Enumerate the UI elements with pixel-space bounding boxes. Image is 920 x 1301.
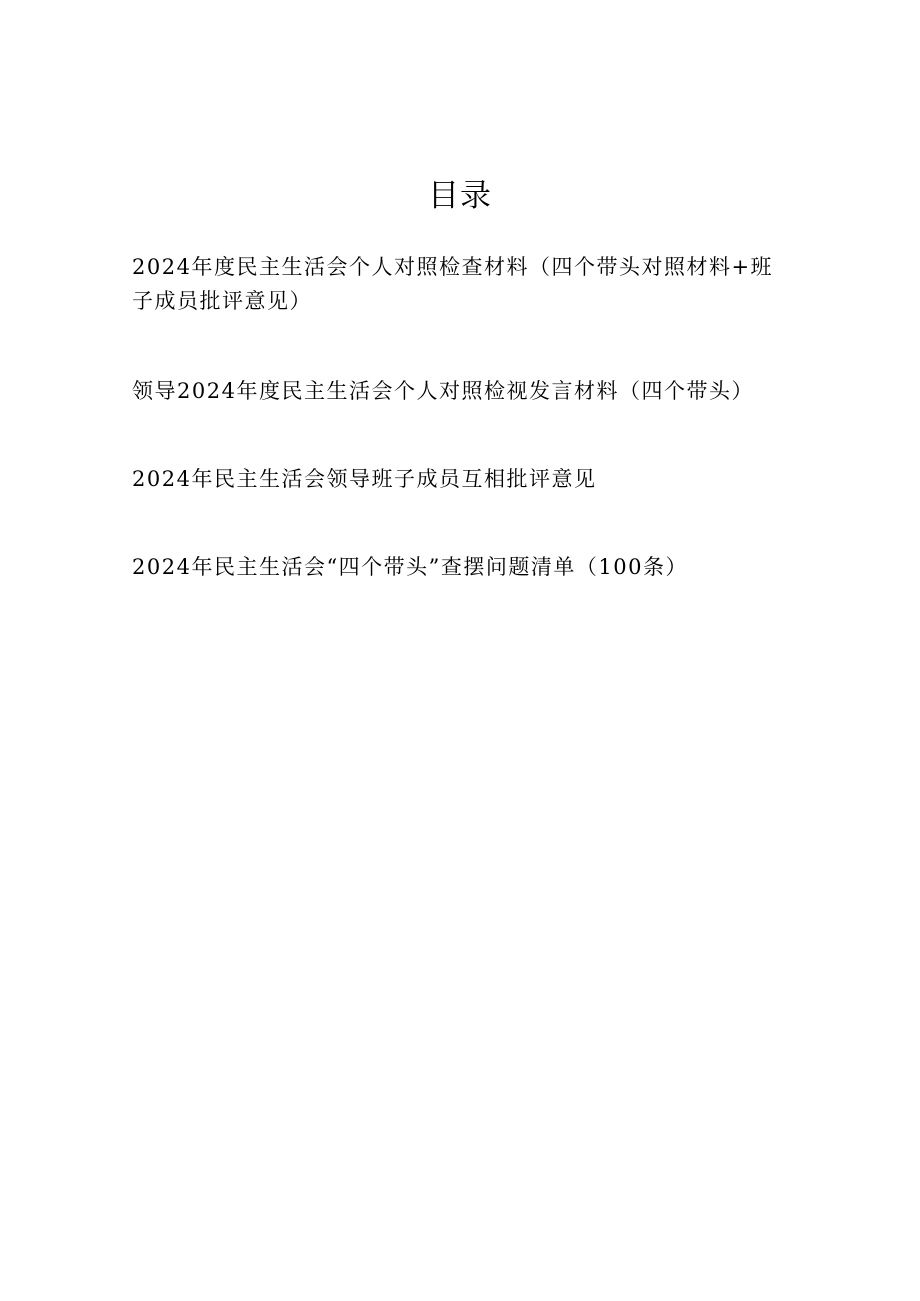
toc-item-2[interactable]: 领导2024年度民主生活会个人对照检视发言材料（四个带头）: [132, 379, 754, 403]
toc-item-3[interactable]: 2024年民主生活会领导班子成员互相批评意见: [132, 467, 597, 491]
toc-item-1[interactable]: 2024年度民主生活会个人对照检查材料（四个带头对照材料+班子成员批评意见）: [132, 255, 774, 313]
toc-title: 目录: [428, 178, 492, 214]
toc-item-4[interactable]: 2024年民主生活会“四个带头”查摆问题清单（100条）: [132, 555, 688, 579]
toc-list: [132, 250, 782, 590]
